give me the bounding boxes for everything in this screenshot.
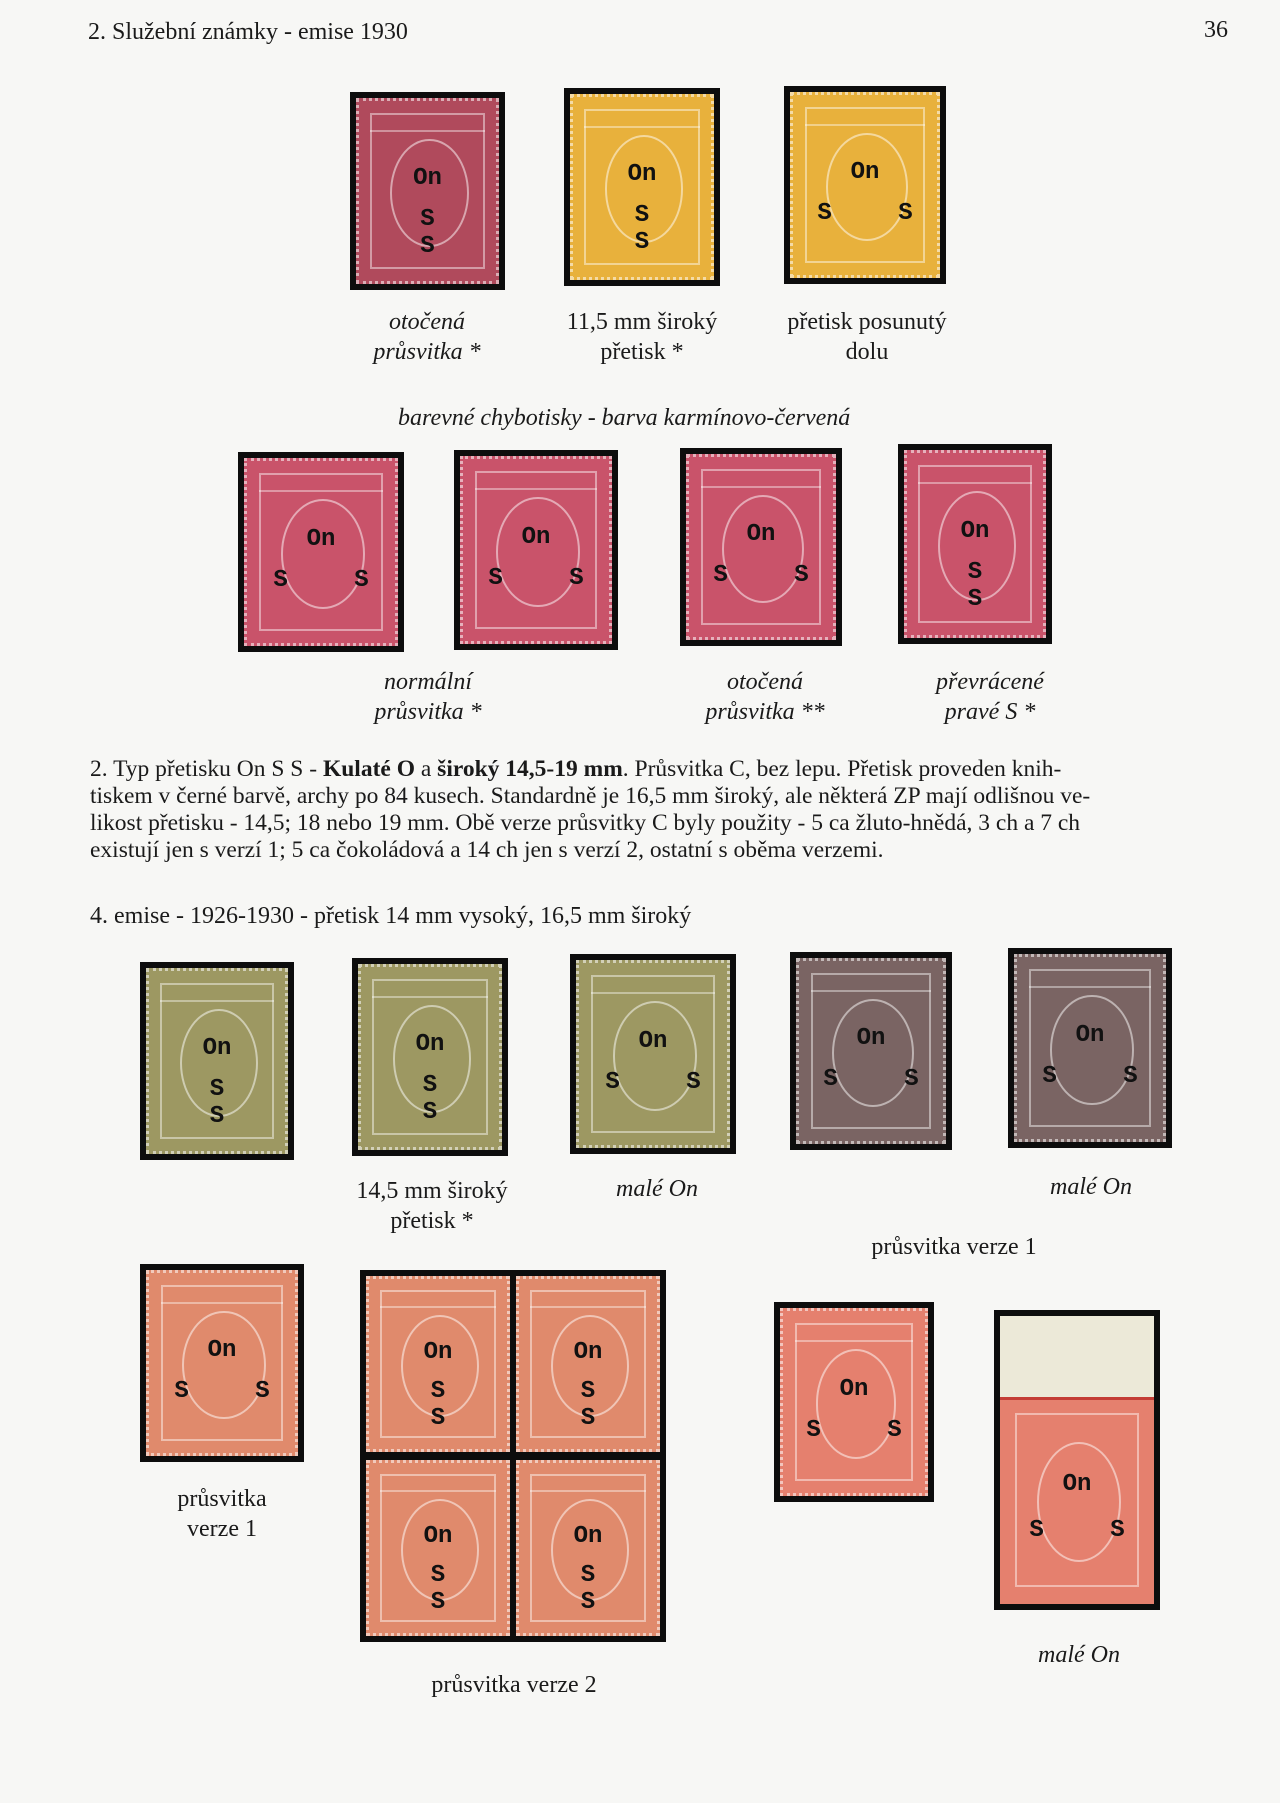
stamp-row2-3 bbox=[680, 448, 842, 646]
overprint-on: On bbox=[413, 164, 442, 192]
emission-heading: 4. emise - 1926-1930 - přetisk 14 mm vysoký, 16,5 mm široký bbox=[90, 903, 692, 929]
caption-row1-2: 11,5 mm široký přetisk * bbox=[566, 309, 718, 365]
section-heading-color-errors: barevné chybotisky - barva karmínovo-červená bbox=[398, 405, 851, 431]
overprint-on: On bbox=[415, 1030, 445, 1058]
overprint-on: On bbox=[850, 158, 880, 186]
stamp-row1-2 bbox=[564, 88, 720, 286]
description-paragraph bbox=[90, 756, 1210, 864]
overprint-on: On bbox=[423, 1523, 453, 1551]
stamp-block-of-four bbox=[360, 1270, 666, 1642]
stamp-row4-4-with-margin bbox=[994, 1310, 1160, 1610]
caption-row3-2: malé On bbox=[616, 1176, 698, 1202]
overprint-ss: S S bbox=[174, 1377, 296, 1405]
overprint-on: On bbox=[1075, 1021, 1105, 1049]
stamp-row3-1 bbox=[140, 962, 294, 1160]
overprint-ss: S S bbox=[273, 567, 395, 595]
caption-row1-1: otočená průsvitka * bbox=[373, 309, 481, 365]
stamp-row3-3 bbox=[570, 954, 736, 1154]
paragraph-line-3: likost přetisku - 14,5; 18 nebo 19 mm. Obě verze průsvitky C byly použity - 5 ca žluto-hnědá, 3 ch a 7 ch bbox=[90, 810, 1081, 836]
overprint-on: On bbox=[573, 1523, 603, 1551]
overprint-ss: S S bbox=[488, 565, 610, 593]
caption-row4-2: průsvitka verze 2 bbox=[431, 1672, 597, 1698]
caption-row3-3: malé On bbox=[1050, 1174, 1132, 1200]
stamp-row4-1 bbox=[140, 1264, 304, 1462]
overprint-on: On bbox=[573, 1339, 603, 1367]
overprint-on: On bbox=[207, 1336, 237, 1364]
caption-row2-3: převrácené pravé S * bbox=[936, 669, 1044, 725]
overprint-on: On bbox=[746, 520, 776, 548]
stamp-row2-4 bbox=[898, 444, 1052, 644]
overprint-ss: S S bbox=[605, 1069, 727, 1097]
overprint-ss: S S bbox=[422, 1071, 464, 1126]
overprint-ss: S S bbox=[823, 1065, 945, 1093]
overprint-on: On bbox=[202, 1034, 232, 1062]
overprint-on: On bbox=[627, 160, 657, 188]
stamp-row2-2 bbox=[454, 450, 618, 650]
overprint-ss: S S bbox=[806, 1417, 928, 1445]
paragraph-line-4: existují jen s verzí 1; 5 ca čokoládová a 14 ch jen s verzí 2, ostatní s oběma verzemi. bbox=[90, 837, 884, 863]
overprint-ss: S S bbox=[1042, 1063, 1164, 1091]
page-number: 36 bbox=[1204, 17, 1228, 43]
stamp-row2-1 bbox=[238, 452, 404, 652]
overprint-ss: S S bbox=[209, 1075, 251, 1130]
overprint-ss: S S bbox=[580, 1562, 622, 1617]
stamp-row1-3 bbox=[784, 86, 946, 284]
paragraph-line-1: 2. Typ přetisku On S S - Kulaté O a široký 14,5-19 mm. Průsvitka C, bez lepu. Přetisk proveden knih- bbox=[90, 756, 1062, 782]
overprint-ss: S S bbox=[430, 1378, 472, 1433]
caption-row4-3: malé On bbox=[1038, 1642, 1120, 1668]
caption-row2-1: normální průsvitka * bbox=[374, 669, 482, 725]
stamp-row3-2 bbox=[352, 958, 508, 1156]
caption-row1-3: přetisk posunutý dolu bbox=[787, 309, 947, 365]
paragraph-line-2: tiskem v černé barvě, archy po 84 kusech. Standardně je 16,5 mm široký, ale některá ZP mají odlišnou ve- bbox=[90, 783, 1091, 809]
overprint-on: On bbox=[960, 517, 990, 545]
overprint-ss: S S bbox=[817, 199, 939, 227]
stamp-row3-4 bbox=[790, 952, 952, 1150]
caption-row4-1: průsvitka verze 1 bbox=[177, 1486, 267, 1542]
page-title: 2. Služební známky - emise 1930 bbox=[88, 19, 408, 45]
overprint-on: On bbox=[423, 1339, 453, 1367]
overprint-on: On bbox=[856, 1024, 886, 1052]
caption-row2-2: otočená průsvitka ** bbox=[705, 669, 825, 725]
stamp-row1-1 bbox=[350, 92, 505, 290]
overprint-ss: S S bbox=[634, 201, 676, 256]
caption-row3-group: průsvitka verze 1 bbox=[871, 1234, 1037, 1260]
stamp-row3-5 bbox=[1008, 948, 1172, 1148]
overprint-on: On bbox=[521, 523, 551, 551]
overprint-ss: S S bbox=[420, 205, 461, 260]
overprint-ss: S S bbox=[1029, 1516, 1151, 1544]
overprint-ss: S S bbox=[713, 561, 835, 589]
overprint-ss: S S bbox=[430, 1562, 472, 1617]
caption-row3-1: 14,5 mm široký přetisk * bbox=[356, 1178, 508, 1234]
stamp-row4-3 bbox=[774, 1302, 934, 1502]
overprint-on: On bbox=[306, 525, 336, 553]
overprint-ss: S S bbox=[580, 1378, 622, 1433]
overprint-on: On bbox=[638, 1027, 668, 1055]
overprint-on: On bbox=[1062, 1471, 1092, 1499]
overprint-on: On bbox=[839, 1375, 869, 1403]
overprint-ss: S S bbox=[967, 559, 1009, 614]
